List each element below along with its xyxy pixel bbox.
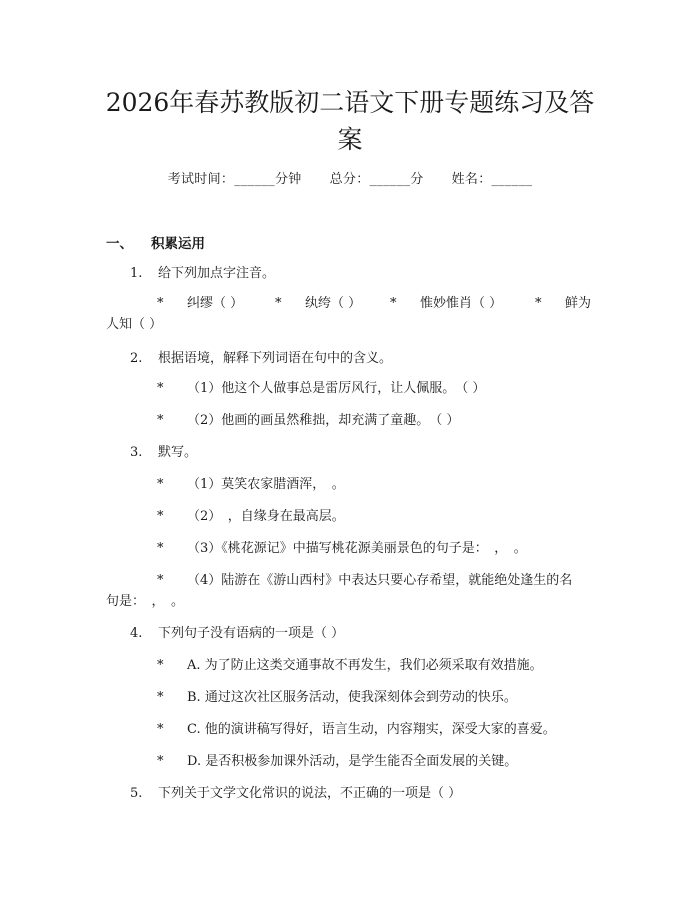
list-item-text: （1）他这个人做事总是雷厉风行，让人佩服。 （ ）: [187, 381, 486, 396]
choice-option-d: [157, 750, 517, 769]
question-5: [130, 782, 461, 801]
list-item: [157, 409, 459, 428]
list-item-continuation: 句是： ， 。: [106, 594, 185, 609]
question-1: [130, 262, 275, 281]
list-item-text: （3）《桃花源记》中描写桃花源美丽景色的句子是： ， 。: [187, 541, 527, 556]
list-item: 惟妙惟肖（ ）: [420, 296, 503, 311]
list-item-text: （4）陆游在《游山西村》中表达只要心存希望，就能绝处逢生的名: [187, 573, 573, 588]
bullet-marker: *: [157, 658, 164, 673]
list-item-continuation: 人知（ ）: [106, 317, 163, 332]
question-2: [130, 347, 392, 366]
question-number: 2.: [130, 351, 143, 366]
question-number: 5.: [130, 786, 143, 801]
bullet-marker: *: [157, 296, 164, 311]
bullet-marker: *: [157, 381, 164, 396]
question-number: 4.: [130, 626, 143, 641]
list-item: [157, 377, 485, 396]
question-number: 1.: [130, 266, 143, 281]
list-item-text: （2）他画的画虽然稚拙，却充满了童趣。 （ ）: [187, 413, 460, 428]
list-item: [157, 569, 572, 588]
question-text: 根据语境，解释下列词语在句中的含义。: [158, 351, 393, 366]
pinyin-items-row: [157, 292, 591, 311]
question-text: 默写。: [158, 445, 198, 460]
question-text: 下列句子没有语病的一项是（ ）: [158, 626, 345, 641]
list-item-text: （1）莫笑农家腊酒浑， 。: [187, 477, 345, 492]
list-item-text: （2） ，自缘身在最高层。: [187, 509, 345, 524]
bullet-marker: *: [157, 722, 164, 737]
choice-option-c: [157, 718, 556, 737]
list-item: 纨绔（ ）: [305, 296, 362, 311]
bullet-marker: *: [157, 690, 164, 705]
bullet-marker: *: [157, 509, 164, 524]
section-heading: [106, 232, 205, 252]
list-item: [157, 537, 527, 556]
choice-text: C. 他的演讲稿写得好，语言生动，内容翔实，深受大家的喜爱。: [187, 722, 556, 737]
choice-option-b: [157, 686, 517, 705]
question-4: [130, 622, 344, 641]
choice-option-a: [157, 654, 543, 673]
list-item: [157, 505, 345, 524]
question-text: 下列关于文学文化常识的说法，不正确的一项是（ ）: [158, 786, 462, 801]
exam-time-field: 考试时间：______分钟: [167, 172, 302, 187]
bullet-marker: *: [535, 296, 542, 311]
bullet-marker: *: [157, 413, 164, 428]
section-title: 积累运用: [151, 236, 205, 252]
question-3: [130, 441, 197, 460]
list-item: [157, 473, 345, 492]
choice-text: D. 是否积极参加课外活动，是学生能否全面发展的关键。: [187, 754, 518, 769]
bullet-marker: *: [157, 754, 164, 769]
list-item: 鲜为: [565, 296, 592, 311]
section-number: 一、: [106, 236, 133, 252]
student-name-field: 姓名：______: [451, 172, 533, 187]
list-item: 纠缪（ ）: [187, 296, 244, 311]
total-score-field: 总分：______分: [329, 172, 424, 187]
bullet-marker: *: [157, 541, 164, 556]
bullet-marker: *: [390, 296, 397, 311]
question-number: 3.: [130, 445, 143, 460]
choice-text: A. 为了防止这类交通事故不再发生，我们必须采取有效措施。: [187, 658, 543, 673]
question-text: 给下列加点字注音。: [158, 266, 276, 281]
bullet-marker: *: [157, 573, 164, 588]
page-title: 2026年春苏教版初二语文下册专题练习及答案: [105, 88, 595, 154]
exam-meta: [0, 168, 700, 187]
choice-text: B. 通过这次社区服务活动，使我深刻体会到劳动的快乐。: [187, 690, 517, 705]
bullet-marker: *: [275, 296, 282, 311]
bullet-marker: *: [157, 477, 164, 492]
